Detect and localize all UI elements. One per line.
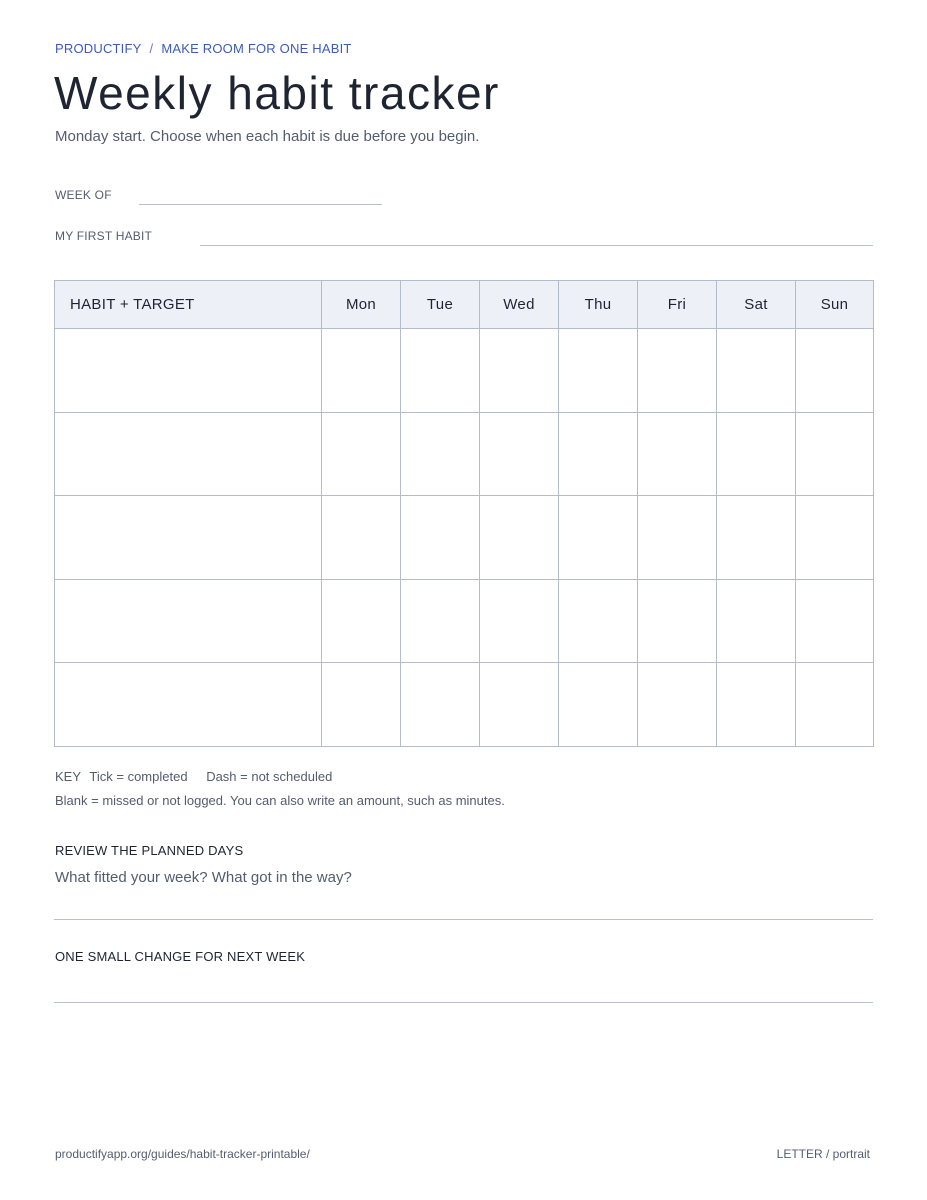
day-header-wed: Wed [480, 281, 559, 329]
table-header-row [55, 281, 874, 329]
habit-target-cell[interactable] [55, 329, 322, 413]
day-cell-thu[interactable] [559, 663, 638, 747]
habit-target-cell[interactable] [55, 579, 322, 663]
day-cell-mon[interactable] [322, 496, 401, 580]
day-cell-sat[interactable] [717, 329, 796, 413]
day-header-thu: Thu [559, 281, 638, 329]
day-cell-fri[interactable] [638, 412, 717, 496]
day-header-mon: Mon [322, 281, 401, 329]
day-cell-tue[interactable] [401, 329, 480, 413]
day-cell-thu[interactable] [559, 329, 638, 413]
day-header-tue: Tue [401, 281, 480, 329]
page-title: Weekly habit tracker [54, 67, 500, 119]
key-blank-note: Blank = missed or not logged. You can also write an amount, such as minutes. [55, 793, 505, 808]
table-row [55, 412, 874, 496]
day-cell-tue[interactable] [401, 579, 480, 663]
day-cell-sun[interactable] [796, 329, 874, 413]
habit-tracker-table [54, 280, 874, 747]
breadcrumb-section[interactable]: MAKE ROOM FOR ONE HABIT [161, 41, 352, 56]
day-cell-wed[interactable] [480, 329, 559, 413]
day-header-sat: Sat [717, 281, 796, 329]
day-cell-sat[interactable] [717, 412, 796, 496]
day-cell-wed[interactable] [480, 412, 559, 496]
day-cell-mon[interactable] [322, 412, 401, 496]
day-cell-thu[interactable] [559, 579, 638, 663]
table-row [55, 663, 874, 747]
breadcrumb-brand[interactable]: PRODUCTIFY [55, 41, 142, 56]
habit-target-cell[interactable] [55, 496, 322, 580]
day-cell-sat[interactable] [717, 579, 796, 663]
day-cell-sun[interactable] [796, 663, 874, 747]
day-cell-sun[interactable] [796, 496, 874, 580]
day-cell-mon[interactable] [322, 663, 401, 747]
first-habit-field[interactable] [200, 245, 873, 246]
day-cell-mon[interactable] [322, 329, 401, 413]
footer-format: LETTER / portrait [776, 1147, 870, 1161]
tracker-body [55, 329, 874, 747]
habit-target-cell[interactable] [55, 663, 322, 747]
day-cell-sun[interactable] [796, 579, 874, 663]
breadcrumb-separator: / [149, 41, 154, 56]
day-cell-wed[interactable] [480, 496, 559, 580]
change-write-line[interactable] [54, 1002, 873, 1003]
footer-url[interactable]: productifyapp.org/guides/habit-tracker-printable/ [55, 1147, 310, 1161]
key-label: KEY [55, 769, 82, 784]
page-subtitle: Monday start. Choose when each habit is due before you begin. [55, 128, 480, 145]
day-cell-tue[interactable] [401, 496, 480, 580]
table-row [55, 579, 874, 663]
day-cell-sat[interactable] [717, 663, 796, 747]
day-cell-sat[interactable] [717, 496, 796, 580]
table-row [55, 329, 874, 413]
review-prompt: What fitted your week? What got in the way? [55, 869, 352, 886]
breadcrumb [55, 41, 352, 56]
day-cell-fri[interactable] [638, 663, 717, 747]
day-header-sun: Sun [796, 281, 874, 329]
day-cell-mon[interactable] [322, 579, 401, 663]
habit-target-header: HABIT + TARGET [55, 281, 322, 329]
day-cell-tue[interactable] [401, 663, 480, 747]
day-cell-tue[interactable] [401, 412, 480, 496]
habit-target-cell[interactable] [55, 412, 322, 496]
day-cell-thu[interactable] [559, 496, 638, 580]
day-cell-fri[interactable] [638, 329, 717, 413]
day-cell-sun[interactable] [796, 412, 874, 496]
first-habit-label: MY FIRST HABIT [55, 229, 153, 243]
key-legend [55, 769, 332, 784]
day-cell-thu[interactable] [559, 412, 638, 496]
day-cell-wed[interactable] [480, 663, 559, 747]
day-header-fri: Fri [638, 281, 717, 329]
week-of-field[interactable] [139, 204, 382, 205]
change-heading: ONE SMALL CHANGE FOR NEXT WEEK [55, 949, 306, 964]
key-dash: Dash = not scheduled [206, 769, 333, 784]
key-tick: Tick = completed [89, 769, 188, 784]
table-row [55, 496, 874, 580]
day-cell-fri[interactable] [638, 579, 717, 663]
day-cell-wed[interactable] [480, 579, 559, 663]
review-write-line[interactable] [54, 919, 873, 920]
day-cell-fri[interactable] [638, 496, 717, 580]
review-heading: REVIEW THE PLANNED DAYS [55, 843, 244, 858]
week-of-label: WEEK OF [55, 188, 112, 202]
